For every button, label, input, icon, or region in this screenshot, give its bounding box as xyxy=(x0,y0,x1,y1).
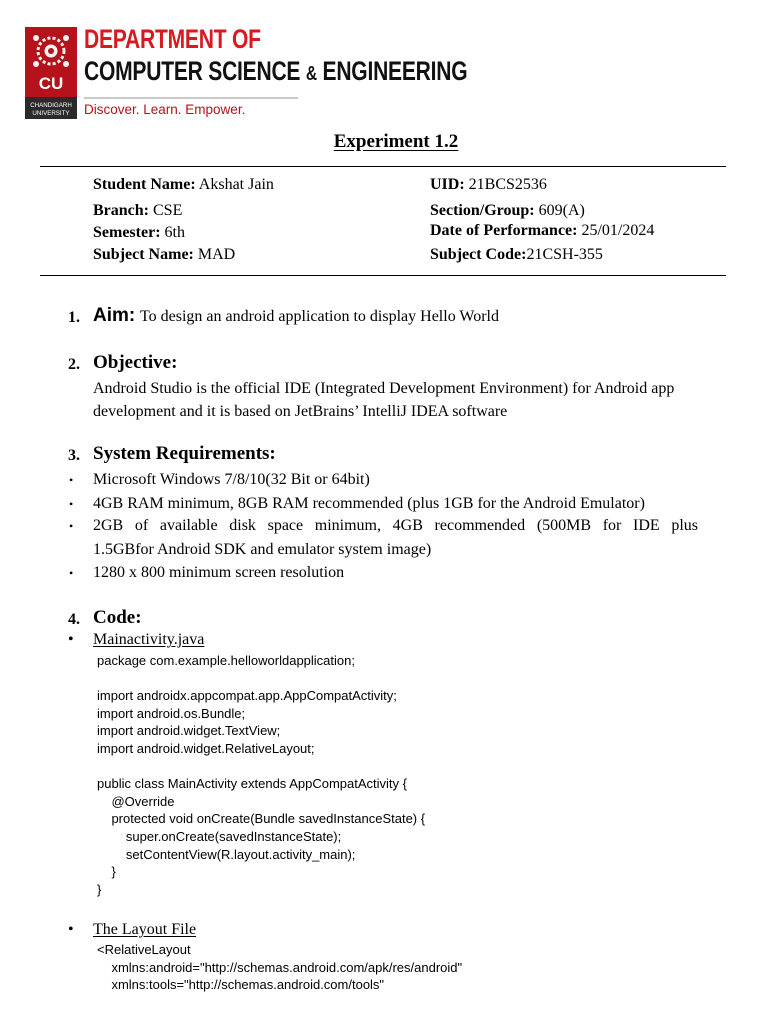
logo-sub1: CHANDIGARH xyxy=(30,102,72,109)
list-bullet: • xyxy=(69,566,74,580)
objective-number: 2. xyxy=(68,356,80,373)
university-logo xyxy=(25,27,77,119)
list-bullet: • xyxy=(68,631,74,648)
objective-paragraph: Android Studio is the official IDE (Integrated Development Environment) for Android app development and it is based on JetBrains’ IntelliJ IDEA software xyxy=(93,380,675,420)
logo-sub2: UNIVERSITY xyxy=(32,110,70,117)
java-file-label: Mainactivity.java xyxy=(93,631,205,648)
xml-code-block: <RelativeLayout xmlns:android="http://schemas.android.com/apk/res/android" xmlns:tools="http://schemas.android.com/tools" xyxy=(97,942,463,993)
aim-number: 1. xyxy=(68,309,80,326)
info-divider xyxy=(40,275,726,276)
objective-heading: Objective: xyxy=(93,352,178,373)
list-bullet: • xyxy=(69,473,74,487)
uid-row: UID: 21BCS2536 xyxy=(430,176,547,193)
aim-heading: Aim: To design an android application to display Hello World xyxy=(93,305,499,326)
department-line-2: COMPUTER SCIENCE & ENGINEERING xyxy=(84,56,468,86)
requirement-item: 4GB RAM minimum, 8GB RAM recommended (plus 1GB for the Android Emulator) xyxy=(93,495,645,512)
code-heading: Code: xyxy=(93,607,142,628)
top-divider xyxy=(40,166,726,167)
section-row: Section/Group: 609(A) xyxy=(430,202,585,219)
aim-text: To design an android application to display Hello World xyxy=(139,308,499,325)
layout-file-label: The Layout File xyxy=(93,921,197,938)
code-number: 4. xyxy=(68,611,80,628)
requirement-item: 1280 x 800 minimum screen resolution xyxy=(93,564,345,581)
student-name-row: Student Name: Akshat Jain xyxy=(93,176,274,193)
subject-name-row: Subject Name: MAD xyxy=(93,246,236,263)
list-bullet: • xyxy=(69,519,74,533)
requirements-heading: System Requirements: xyxy=(93,443,276,464)
java-code-block: package com.example.helloworldapplication; import androidx.appcompat.app.AppCompatActivity; import android.os.Bundle; import android.widget.TextView; import android.widget.RelativeLayout; public class MainActivity extends AppCompatActivity { @Override protected void onCreate(Bundle savedInstanceState) { super.onCreate(savedInstanceState); setContentView(R.layout.activity_main); } } xyxy=(97,653,426,897)
logo-text: CU xyxy=(38,74,64,93)
list-bullet: • xyxy=(68,921,74,938)
branch-row: Branch: CSE xyxy=(93,202,183,219)
date-row: Date of Performance: 25/01/2024 xyxy=(430,222,655,239)
list-bullet: • xyxy=(69,497,74,511)
semester-row: Semester: 6th xyxy=(93,224,185,241)
tagline-divider xyxy=(84,97,298,99)
subject-code-row: Subject Code:21CSH-355 xyxy=(430,246,603,263)
tagline: Discover. Learn. Empower. xyxy=(84,102,246,117)
requirement-item: 2GB of available disk space minimum, 4GB recommended (500MB for IDE plus 1.5GBfor Android SDK and emulator system image) xyxy=(93,517,698,558)
department-line-1: DEPARTMENT OF xyxy=(84,24,261,54)
page-title: Experiment 1.2 xyxy=(333,131,459,152)
requirements-number: 3. xyxy=(68,447,80,464)
requirement-item: Microsoft Windows 7/8/10(32 Bit or 64bit) xyxy=(93,471,370,488)
